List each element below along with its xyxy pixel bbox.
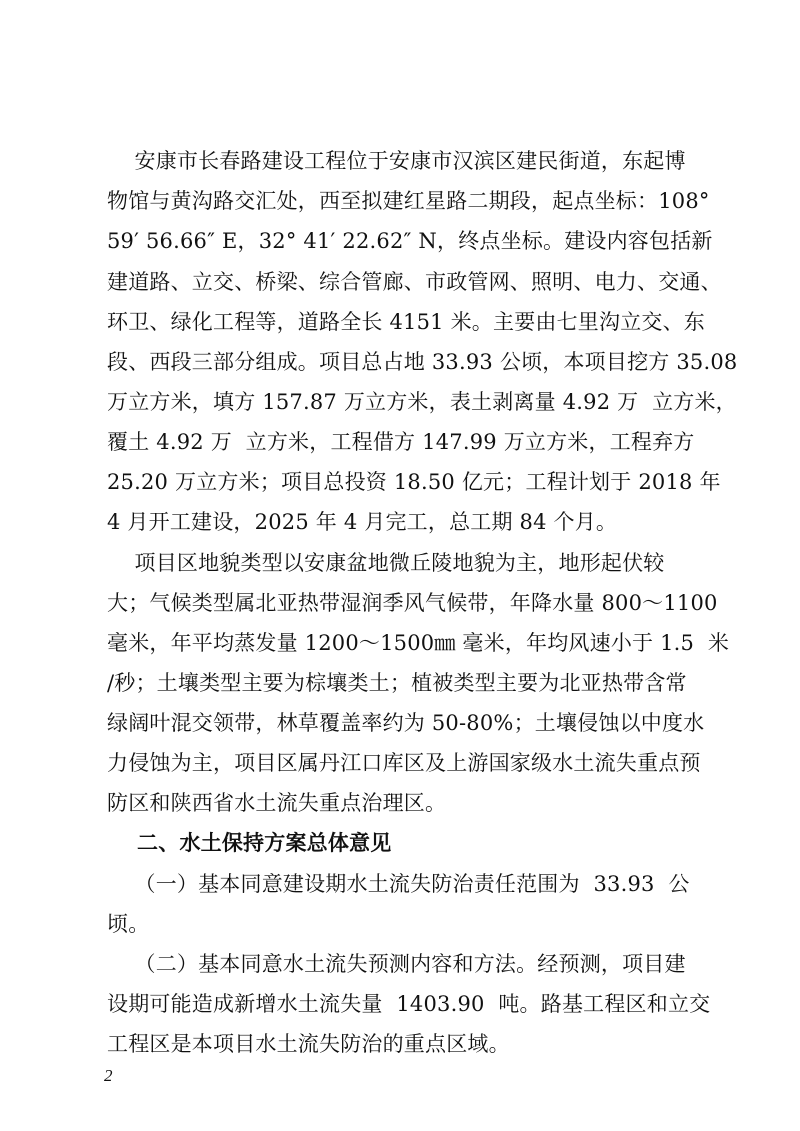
paragraph-line: 项目区地貌类型以安康盆地微丘陵地貌为主，地形起伏较 [107, 551, 665, 575]
paragraph-line: 59′ 56.66″ E，32° 41′ 22.62″ N，终点坐标。建设内容包括新 [107, 229, 713, 253]
paragraph-line: 安康市长春路建设工程位于安康市汉滨区建民街道，东起博 [107, 149, 686, 173]
paragraph-line: 绿阔叶混交领带，林草覆盖率约为 50-80%；土壤侵蚀以中度水 [107, 711, 705, 735]
paragraph-line: 设期可能造成新增水土流失量 1403.90 吨。路基工程区和立交 [107, 992, 711, 1016]
paragraph-line: 物馆与黄沟路交汇处，西至拟建红星路二期段，起点坐标：108° [107, 189, 710, 213]
page-number: 2 [104, 1066, 113, 1085]
section-heading: 二、水土保持方案总体意见 [107, 831, 392, 855]
paragraph-line: 覆土 4.92 万 立方米，工程借方 147.99 万立方米，工程弃方 [107, 430, 695, 454]
paragraph-line: 防区和陕西省水土流失重点治理区。 [107, 791, 447, 815]
paragraph-line: 25.20 万立方米；项目总投资 18.50 亿元；工程计划于 2018 年 [107, 470, 721, 494]
paragraph-line: 4 月开工建设，2025 年 4 月完工，总工期 84 个月。 [107, 510, 618, 534]
paragraph-line: 力侵蚀为主，项目区属丹江口库区及上游国家级水土流失重点预 [107, 751, 701, 775]
paragraph-line: 环卫、绿化工程等，道路全长 4151 米。主要由七里沟立交、东 [107, 310, 705, 334]
paragraph-line: /秒；土壤类型主要为棕壤类土；植被类型主要为北亚热带含常 [107, 671, 687, 695]
paragraph-line: 万立方米，填方 157.87 万立方米，表土剥离量 4.92 万 立方米， [107, 390, 737, 414]
paragraph-line: （二）基本同意水土流失预测内容和方法。经预测，项目建 [107, 952, 686, 976]
paragraph-line: 顷。 [107, 912, 150, 936]
paragraph-line: 建道路、立交、桥梁、综合管廊、市政管网、照明、电力、交通、 [107, 270, 722, 294]
paragraph-line: 段、西段三部分组成。项目总占地 33.93 公顷，本项目挖方 35.08 [107, 350, 738, 374]
paragraph-line: 工程区是本项目水土流失防治的重点区域。 [107, 1032, 510, 1056]
paragraph-line: 毫米，年平均蒸发量 1200～1500㎜ 毫米，年均风速小于 1.5 米 [107, 631, 730, 655]
paragraph-line: （一）基本同意建设期水土流失防治责任范围为 33.93 公 [107, 872, 690, 896]
paragraph-line: 大；气候类型属北亚热带湿润季风气候带，年降水量 800～1100 [107, 591, 718, 615]
